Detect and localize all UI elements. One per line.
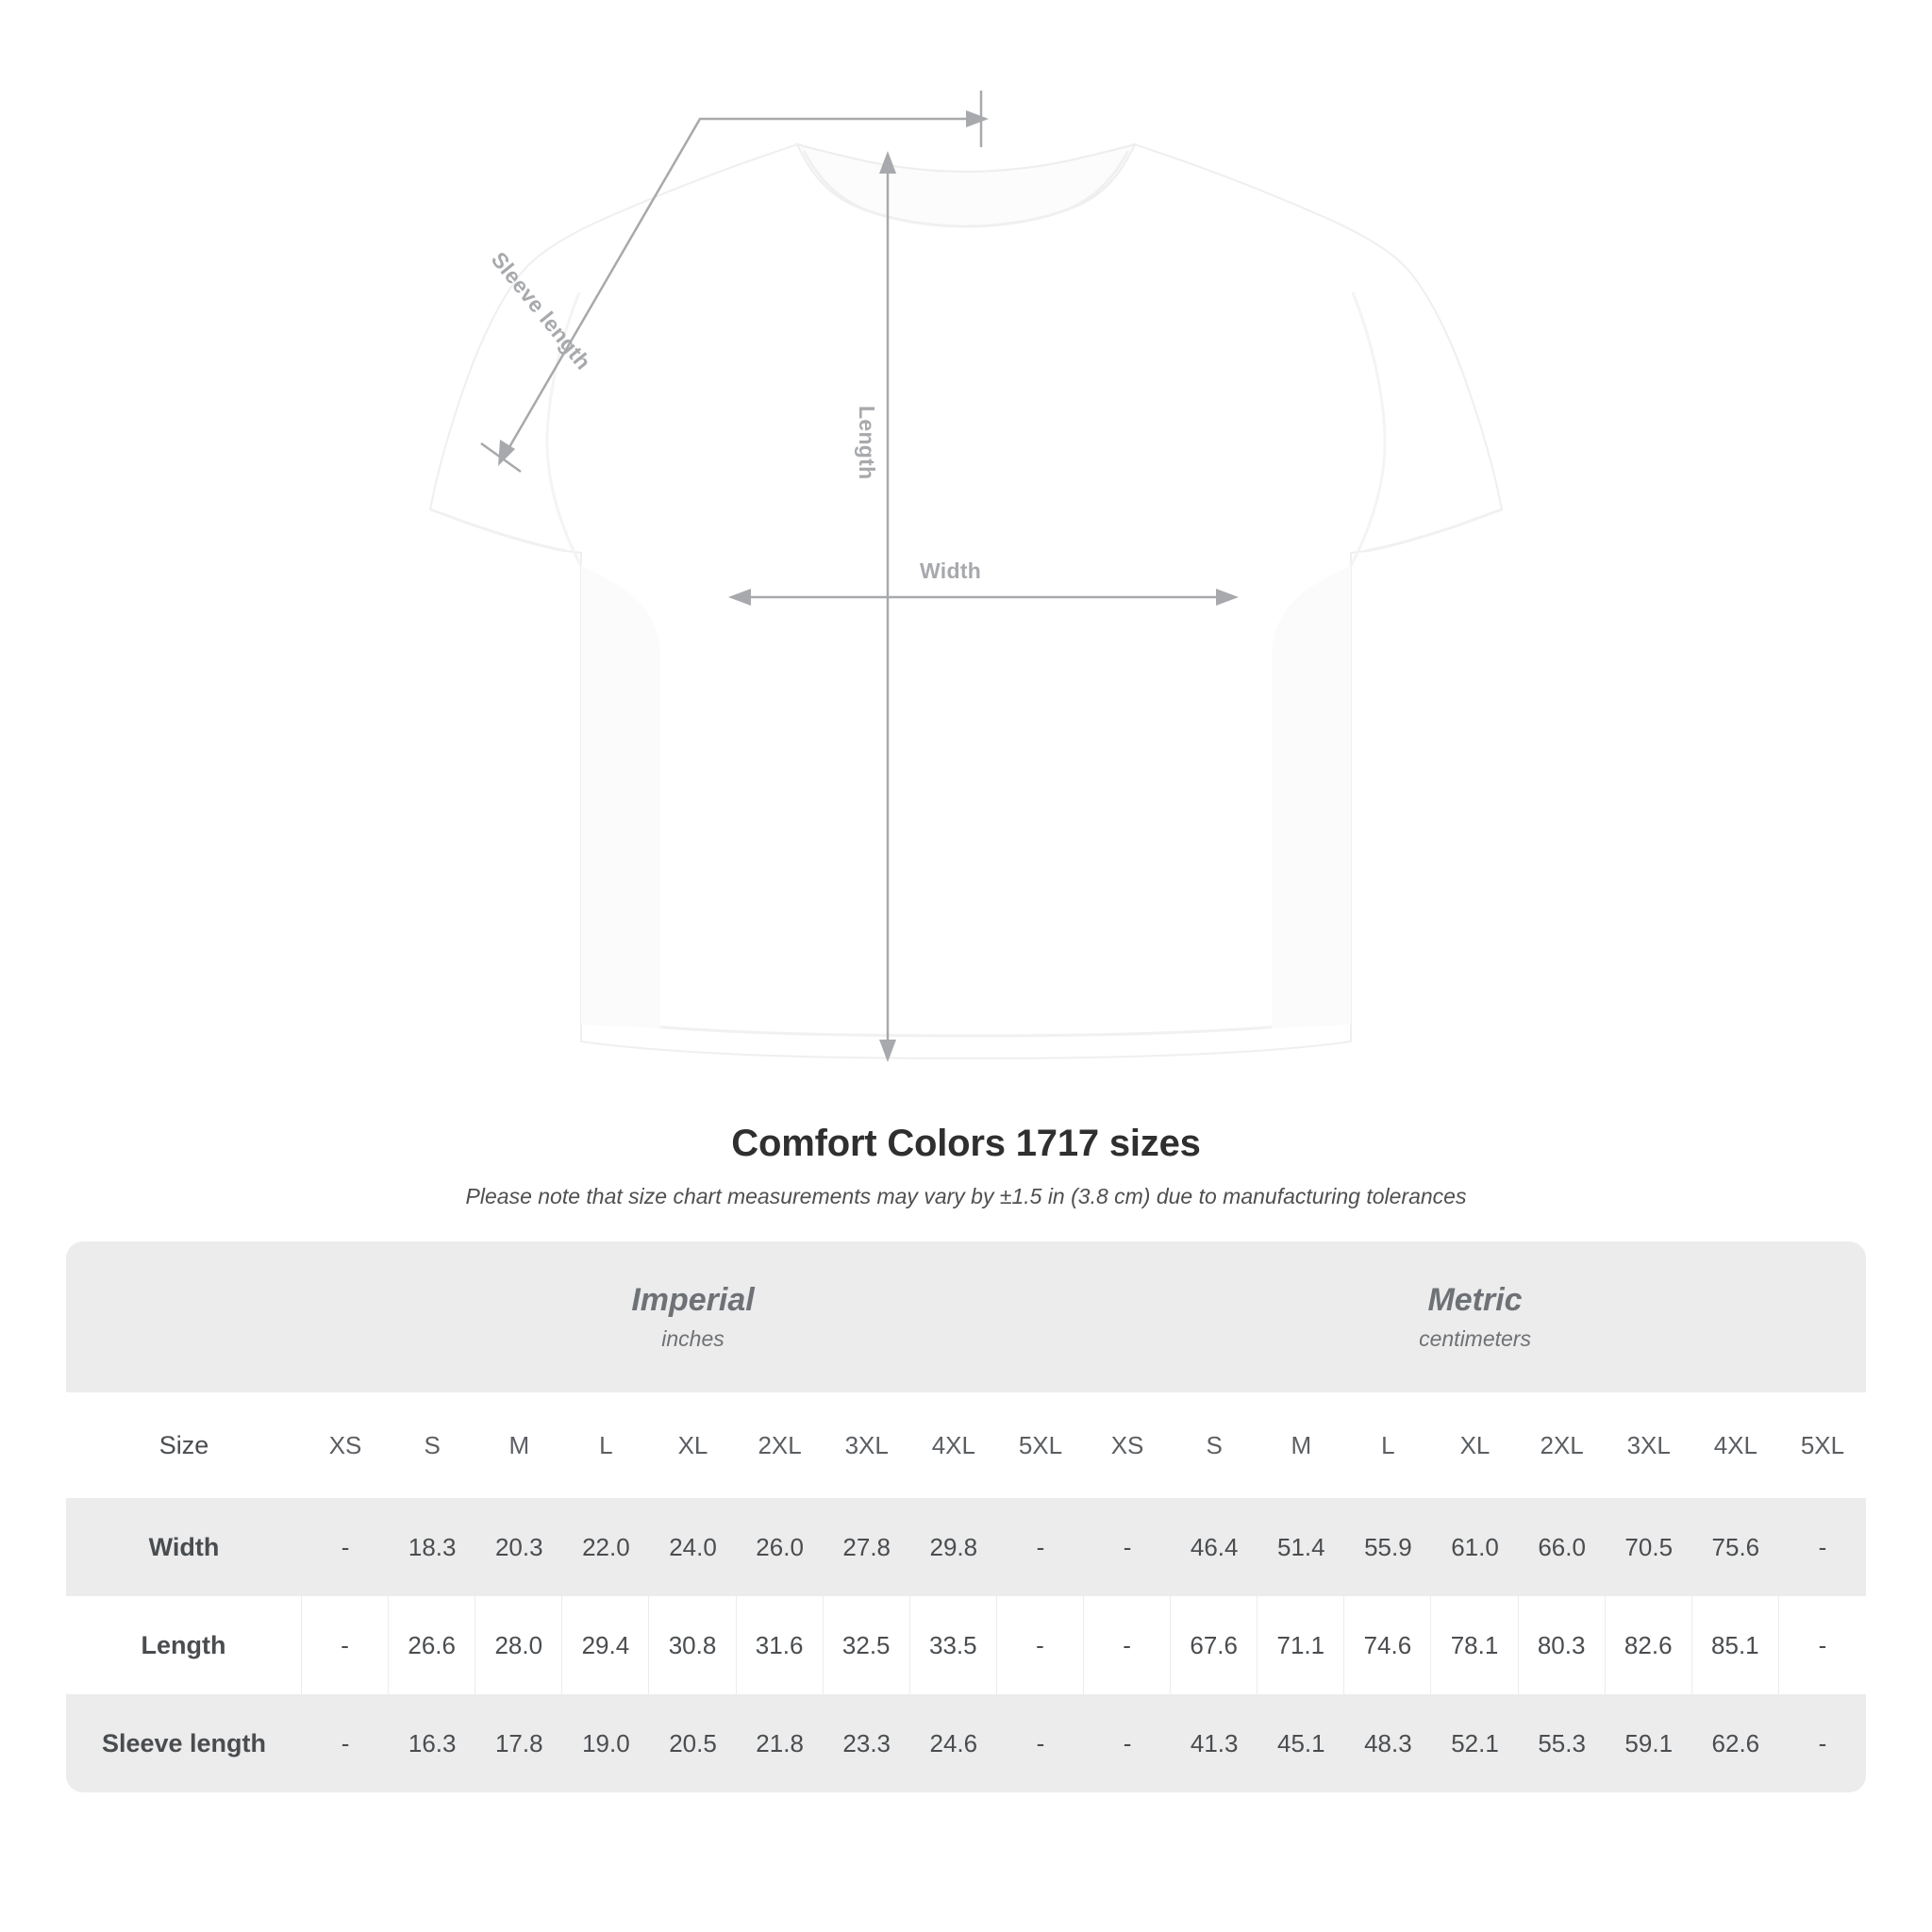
size-header-cell: 4XL xyxy=(910,1392,997,1498)
measurement-cell: - xyxy=(1779,1596,1866,1694)
size-header-cell: 4XL xyxy=(1692,1392,1779,1498)
chart-heading xyxy=(0,1123,1932,1209)
page-title: Comfort Colors 1717 sizes xyxy=(731,1123,1201,1164)
unit-header-corner xyxy=(66,1241,302,1392)
size-header-cell: 2XL xyxy=(737,1392,824,1498)
size-header-cell: XL xyxy=(1431,1392,1518,1498)
measurement-cell: 45.1 xyxy=(1257,1694,1344,1792)
measurement-cell: 82.6 xyxy=(1606,1596,1692,1694)
measurement-cell: 32.5 xyxy=(824,1596,910,1694)
measurement-cell: - xyxy=(302,1498,389,1596)
width-dimension-label: Width xyxy=(920,558,982,583)
size-header-cell: S xyxy=(389,1392,475,1498)
table-row xyxy=(66,1498,1866,1596)
tshirt-shape xyxy=(430,144,1502,1058)
measurement-cell: 59.1 xyxy=(1606,1694,1692,1792)
measurement-cell: 24.0 xyxy=(649,1498,736,1596)
measurement-cell: - xyxy=(1084,1596,1171,1694)
measurement-cell: 75.6 xyxy=(1692,1498,1779,1596)
measurement-cell: 52.1 xyxy=(1431,1694,1518,1792)
measurement-cell: 18.3 xyxy=(389,1498,475,1596)
measurement-cell: - xyxy=(1779,1498,1866,1596)
measurement-cell: 26.0 xyxy=(737,1498,824,1596)
size-header-cell: 5XL xyxy=(997,1392,1084,1498)
measurement-cell: 85.1 xyxy=(1692,1596,1779,1694)
measurement-cell: 80.3 xyxy=(1519,1596,1606,1694)
length-dimension-label: Length xyxy=(855,406,879,480)
measurement-cell: 62.6 xyxy=(1692,1694,1779,1792)
measurement-cell: 70.5 xyxy=(1606,1498,1692,1596)
size-header-cell: 3XL xyxy=(824,1392,910,1498)
size-header-cell: L xyxy=(562,1392,649,1498)
size-table-wrapper xyxy=(66,1241,1866,1792)
size-header-cell: XS xyxy=(302,1392,389,1498)
measurement-cell: 61.0 xyxy=(1431,1498,1518,1596)
measurement-cell: 28.0 xyxy=(475,1596,562,1694)
measurement-cell: - xyxy=(1779,1694,1866,1792)
size-header-cell: XS xyxy=(1084,1392,1171,1498)
measurement-cell: - xyxy=(1084,1498,1171,1596)
row-header-width: Width xyxy=(66,1498,302,1596)
unit-subtitle: inches xyxy=(661,1326,724,1351)
measurement-cell: 20.3 xyxy=(475,1498,562,1596)
measurement-cell: 48.3 xyxy=(1344,1694,1431,1792)
size-header-row xyxy=(66,1392,1866,1498)
row-header-length: Length xyxy=(66,1596,302,1694)
measurement-cell: - xyxy=(302,1596,389,1694)
size-column-header: Size xyxy=(66,1392,302,1498)
size-header-cell: M xyxy=(475,1392,562,1498)
measurement-cell: 27.8 xyxy=(824,1498,910,1596)
size-header-cell: 5XL xyxy=(1779,1392,1866,1498)
measurement-cell: 33.5 xyxy=(910,1596,997,1694)
unit-header-row xyxy=(66,1241,1866,1392)
tolerance-note: Please note that size chart measurements may vary by ±1.5 in (3.8 cm) due to manufacturing tolerances xyxy=(465,1184,1467,1208)
sleeve-length-dimension-label: Sleeve length xyxy=(486,247,596,375)
measurement-cell: 19.0 xyxy=(562,1694,649,1792)
measurement-cell: 31.6 xyxy=(737,1596,824,1694)
size-header-cell: 2XL xyxy=(1519,1392,1606,1498)
measurement-cell: 67.6 xyxy=(1171,1596,1257,1694)
measurement-cell: 20.5 xyxy=(649,1694,736,1792)
size-table xyxy=(66,1241,1866,1792)
unit-header-imperial xyxy=(302,1241,1084,1392)
row-header-sleeve-length: Sleeve length xyxy=(66,1694,302,1792)
measurement-cell: 41.3 xyxy=(1171,1694,1257,1792)
unit-name: Imperial xyxy=(631,1282,755,1318)
size-header-cell: XL xyxy=(649,1392,736,1498)
measurement-cell: 51.4 xyxy=(1257,1498,1344,1596)
measurement-cell: - xyxy=(1084,1694,1171,1792)
measurement-cell: 23.3 xyxy=(824,1694,910,1792)
measurement-cell: 29.4 xyxy=(562,1596,649,1694)
measurement-cell: 21.8 xyxy=(737,1694,824,1792)
measurement-cell: 16.3 xyxy=(389,1694,475,1792)
size-header-cell: S xyxy=(1171,1392,1257,1498)
unit-subtitle: centimeters xyxy=(1419,1326,1531,1351)
size-header-cell: L xyxy=(1344,1392,1431,1498)
measurement-cell: 17.8 xyxy=(475,1694,562,1792)
measurement-cell: - xyxy=(997,1498,1084,1596)
size-header-cell: 3XL xyxy=(1606,1392,1692,1498)
measurement-cell: 71.1 xyxy=(1257,1596,1344,1694)
measurement-cell: 74.6 xyxy=(1344,1596,1431,1694)
measurement-cell: 46.4 xyxy=(1171,1498,1257,1596)
unit-name: Metric xyxy=(1427,1282,1523,1318)
measurement-cell: 66.0 xyxy=(1519,1498,1606,1596)
measurement-cell: 26.6 xyxy=(389,1596,475,1694)
measurement-cell: 55.3 xyxy=(1519,1694,1606,1792)
measurement-cell: 78.1 xyxy=(1431,1596,1518,1694)
measurement-cell: - xyxy=(302,1694,389,1792)
measurement-cell: 29.8 xyxy=(910,1498,997,1596)
table-row xyxy=(66,1596,1866,1694)
measurement-cell: 24.6 xyxy=(910,1694,997,1792)
unit-header-metric xyxy=(1084,1241,1866,1392)
measurement-cell: 30.8 xyxy=(649,1596,736,1694)
measurement-cell: - xyxy=(997,1596,1084,1694)
table-row xyxy=(66,1694,1866,1792)
measurement-cell: 22.0 xyxy=(562,1498,649,1596)
measurement-cell: 55.9 xyxy=(1344,1498,1431,1596)
measurement-cell: - xyxy=(997,1694,1084,1792)
size-header-cell: M xyxy=(1257,1392,1344,1498)
